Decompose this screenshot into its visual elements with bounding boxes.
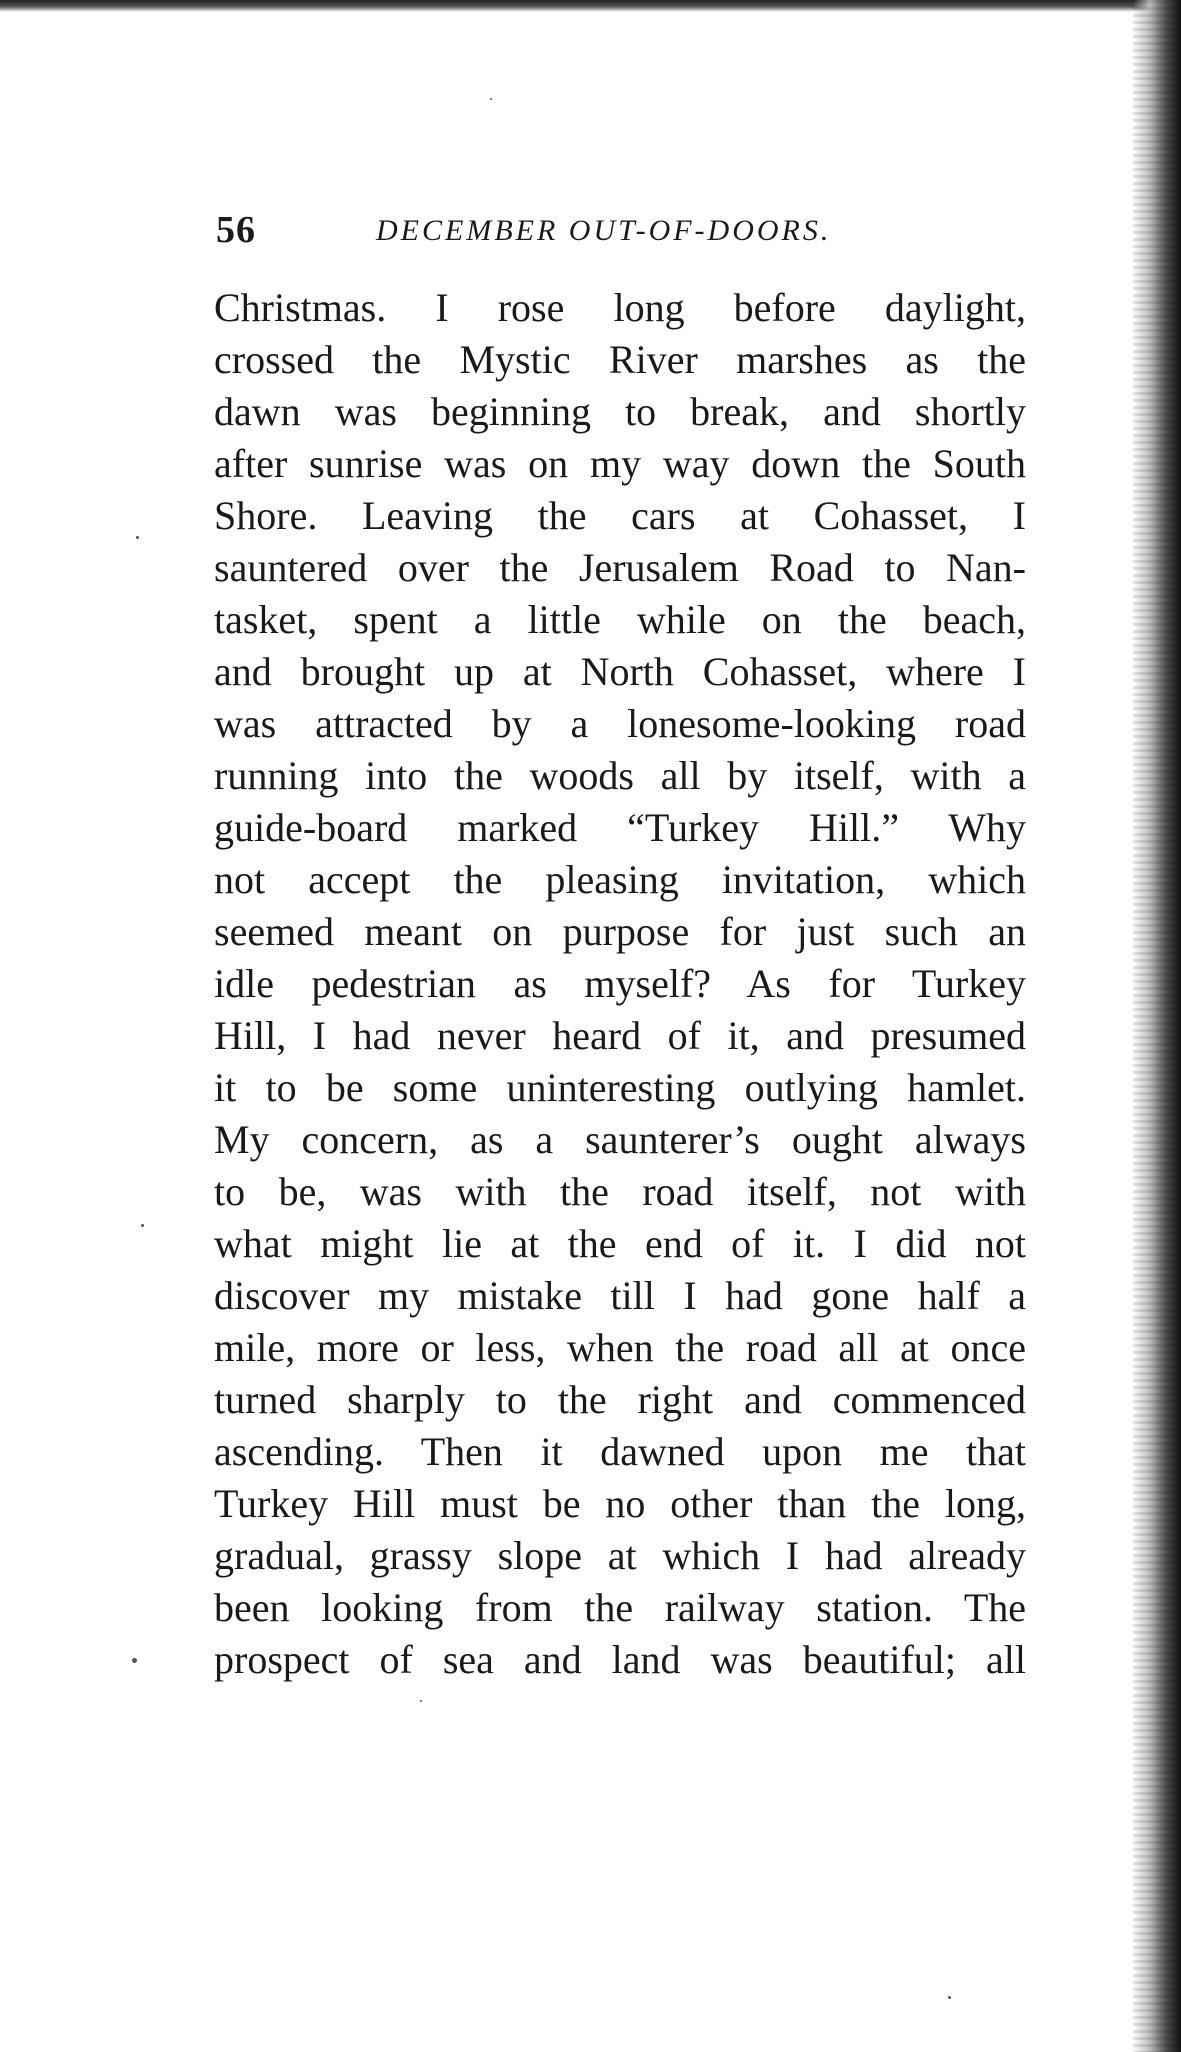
running-head	[216, 208, 976, 258]
scan-speck	[136, 536, 139, 539]
text-line: gradual, grassy slope at which I had already	[214, 1533, 1026, 1578]
text-line: to be, was with the road itself, not with	[214, 1169, 1026, 1214]
text-line: mile, more or less, when the road all at once	[214, 1325, 1026, 1370]
text-line: it to be some uninteresting outlying hamlet.	[214, 1065, 1026, 1110]
text-line: running into the woods all by itself, with a	[214, 753, 1026, 798]
text-line: My concern, as a saunterer’s ought always	[214, 1117, 1026, 1162]
running-head-title: DECEMBER OUT-OF-DOORS.	[376, 214, 832, 247]
text-line: idle pedestrian as myself? As for Turkey	[214, 961, 1026, 1006]
scan-speck	[132, 1658, 137, 1663]
text-line: turned sharply to the right and commenced	[214, 1377, 1026, 1422]
text-line: been looking from the railway station. The	[214, 1585, 1026, 1630]
text-line: Turkey Hill must be no other than the long,	[214, 1481, 1026, 1526]
scan-speck	[141, 1224, 144, 1227]
scan-speck	[420, 1700, 422, 1702]
scan-top-edge	[0, 0, 1181, 12]
text-line: ascending. Then it dawned upon me that	[214, 1429, 1026, 1474]
text-line: crossed the Mystic River marshes as the	[214, 337, 1026, 382]
text-line: not accept the pleasing invitation, which	[214, 857, 1026, 902]
text-line: what might lie at the end of it. I did not	[214, 1221, 1026, 1266]
text-line: tasket, spent a little while on the beach,	[214, 597, 1026, 642]
text-line: seemed meant on purpose for just such an	[214, 909, 1026, 954]
text-line: Hill, I had never heard of it, and presumed	[214, 1013, 1026, 1058]
binding-shadow	[1133, 0, 1181, 2052]
text-line: discover my mistake till I had gone half a	[214, 1273, 1026, 1318]
text-line: guide-board marked “Turkey Hill.” Why	[214, 805, 1026, 850]
text-line: dawn was beginning to break, and shortly	[214, 389, 1026, 434]
text-line: sauntered over the Jerusalem Road to Nan-	[214, 545, 1026, 590]
scan-speck	[490, 98, 492, 100]
body-text	[214, 282, 1026, 1686]
text-line: Christmas. I rose long before daylight,	[214, 285, 1026, 330]
text-line: Shore. Leaving the cars at Cohasset, I	[214, 493, 1026, 538]
text-line: and brought up at North Cohasset, where I	[214, 649, 1026, 694]
text-line: prospect of sea and land was beautiful; all	[214, 1637, 1026, 1682]
scan-speck	[948, 1996, 951, 1999]
text-line: after sunrise was on my way down the South	[214, 441, 1026, 486]
text-line: was attracted by a lonesome-looking road	[214, 701, 1026, 746]
page-number: 56	[216, 209, 256, 251]
